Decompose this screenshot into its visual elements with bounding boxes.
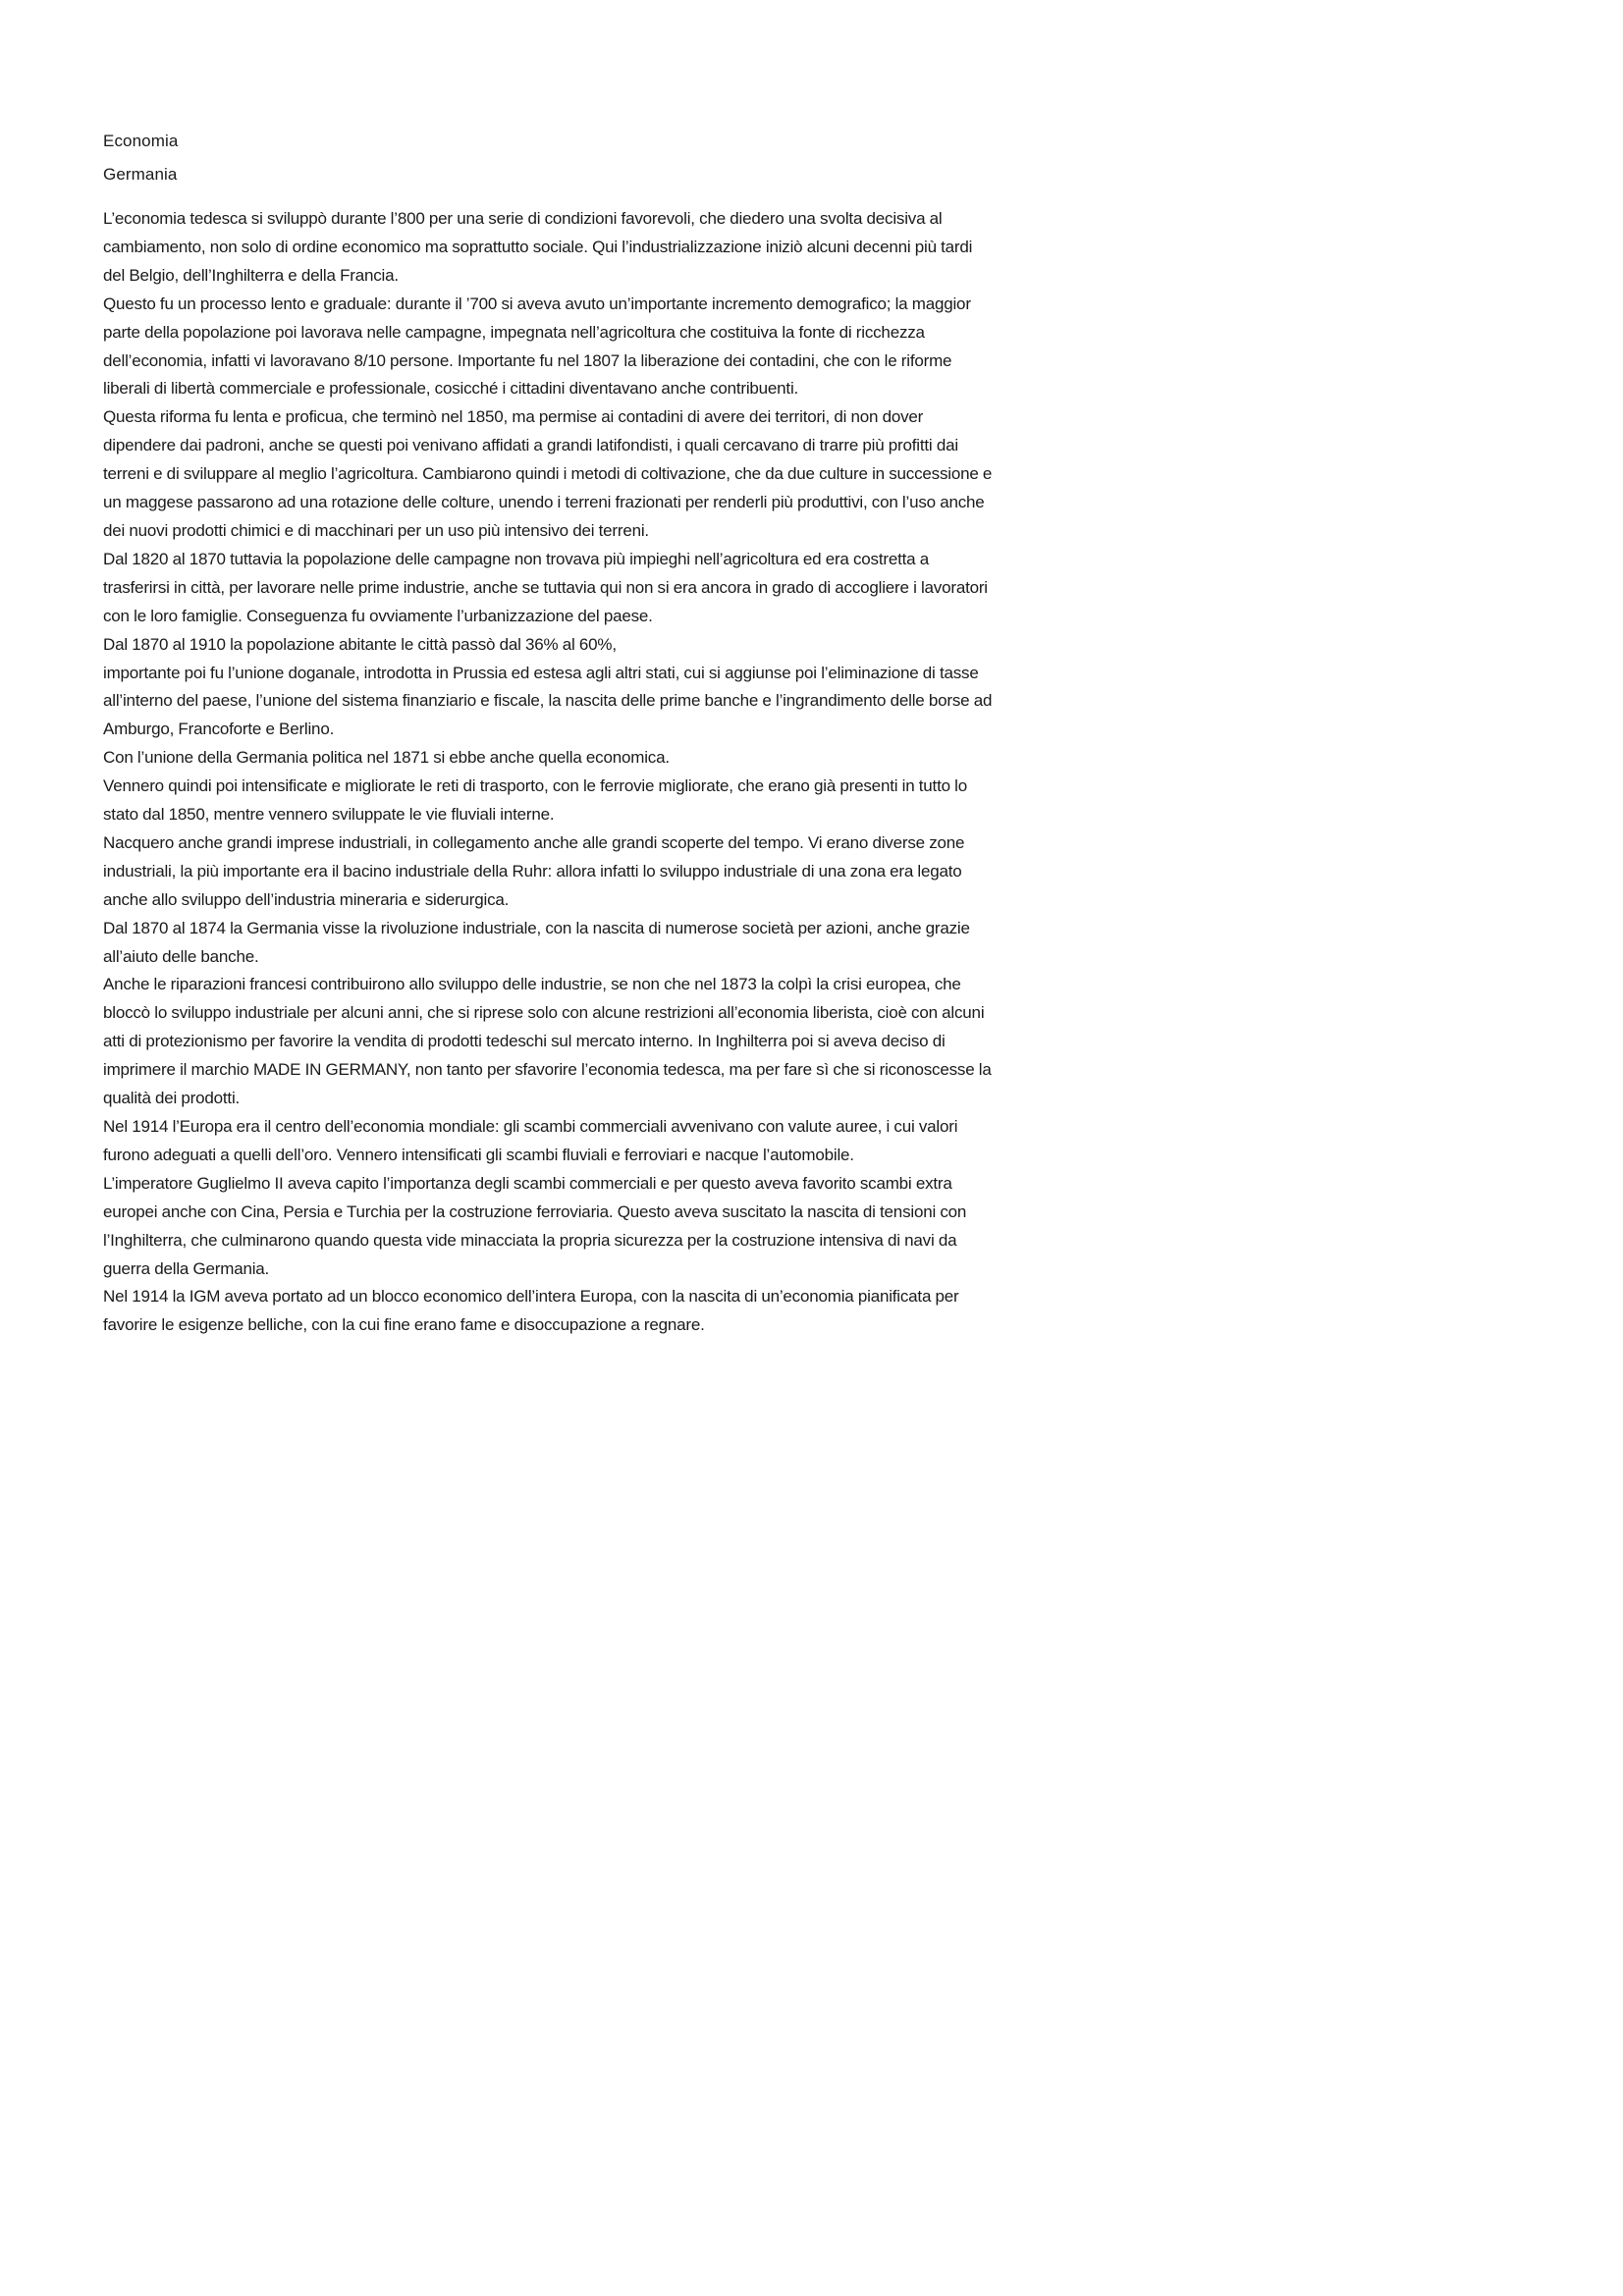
paragraph-popolazione-citta: Dal 1870 al 1910 la popolazione abitante le città passò dal 36% al 60%, [103, 634, 617, 654]
paragraph-unione-doganale: importante poi fu l’unione doganale, introdotta in Prussia ed estesa agli altri stati, cui si aggiunse poi l’eliminazione di tasse all’interno del paese, l’unione del sistema finanziario e fiscale, la nascita delle prime banche e l’ingrandimento delle borse ad Amburgo, Francoforte e Berlino. [103, 663, 993, 739]
paragraph-urbanizzazione: Dal 1820 al 1870 tuttavia la popolazione delle campagne non trovava più impieghi nell’agricoltura ed era costretta a trasferirsi in città, per lavorare nelle prime industrie, anche se tuttavia qui non si era ancora in grado di accogliere i lavoratori con le loro famiglie. Conseguenza fu ovviamente l’urbanizzazione del paese. [103, 549, 988, 625]
paragraph-trasporti: Vennero quindi poi intensificate e migliorate le reti di trasporto, con le ferrovie migliorate, che erano già presenti in tutto lo stato dal 1850, mentre vennero sviluppate le vie fluviali interne. [103, 776, 968, 825]
paragraph-crisi: Anche le riparazioni francesi contribuirono allo sviluppo delle industrie, se non che nel 1873 la colpì la crisi europea, che bloccò lo sviluppo industriale per alcuni anni, che si riprese solo con alcune restrizioni all’economia liberista, cioè con alcuni atti di protezionismo per favorire la vendita di prodotti tedeschi sul mercato interno. In Inghilterra poi si aveva deciso di imprimere il marchio MADE IN GERMANY, non tanto per sfavorire l’economia tedesca, ma per fare sì che si riconoscesse la qualità dei prodotti. [103, 975, 992, 1108]
paragraph-demografia: Questo fu un processo lento e graduale: durante il ’700 si aveva avuto un’importante incremento demografico; la maggior parte della popolazione poi lavorava nelle campagne, impegnata nell’agricoltura che costituiva la fonte di ricchezza dell’economia, infatti vi lavoravano 8/10 persone. Importante fu nel 1807 la liberazione dei contadini, che con le riforme liberali di libertà commerciale e professionale, cosicché i cittadini diventavano anche contribuenti. [103, 294, 971, 399]
paragraph-europa-1914: Nel 1914 l’Europa era il centro dell’economia mondiale: gli scambi commerciali avvenivano con valute auree, i cui valori furono adeguati a quelli dell’oro. Vennero intensificati gli scambi fluviali e ferroviari e nacque l’automobile. [103, 1117, 958, 1164]
paragraph-riforma: Questa riforma fu lenta e proficua, che terminò nel 1850, ma permise ai contadini di avere dei territori, di non dover dipendere dai padroni, anche se questi poi venivano affidati a grandi latifondisti, i quali cercavano di trarre più profitti dai terreni e di sviluppare al meglio l’agricoltura. Cambiarono quindi i metodi di coltivazione, che da due culture in successione e un maggese passarono ad una rotazione delle colture, unendo i terreni frazionati per renderli più produttivi, con l’uso anche dei nuovi prodotti chimici e di macchinari per un uso più intensivo dei terreni. [103, 407, 993, 540]
paragraph-unione-politica: Con l’unione della Germania politica nel 1871 si ebbe anche quella economica. [103, 748, 670, 768]
paragraph-rivoluzione: Dal 1870 al 1874 la Germania visse la rivoluzione industriale, con la nascita di numerose società per azioni, anche grazie all’aiuto delle banche. [103, 918, 970, 966]
paragraph-intro: L’economia tedesca si sviluppò durante l’800 per una serie di condizioni favorevoli, che diedero una svolta decisiva al cambiamento, non solo di ordine economico ma soprattutto sociale. Qui l’industrializzazione iniziò alcuni decenni più tardi del Belgio, dell’Inghilterra e della Francia. [103, 209, 973, 285]
paragraph-igm: Nel 1914 la IGM aveva portato ad un blocco economico dell’intera Europa, con la nascita di un’economia pianificata per favorire le esigenze belliche, con la cui fine erano fame e disoccupazione a regnare. [103, 1287, 959, 1335]
document-subtitle: Germania [103, 165, 178, 184]
paragraph-imprese: Nacquero anche grandi imprese industriali, in collegamento anche alle grandi scoperte del tempo. Vi erano diverse zone industriali, la più importante era il bacino industriale della Ruhr: allora infatti lo sviluppo industriale di una zona era legato anche allo sviluppo dell’industria mineraria e siderurgica. [103, 832, 965, 909]
document-page [103, 125, 997, 1340]
document-title: Economia [103, 132, 179, 150]
paragraph-guglielmo: L’imperatore Guglielmo II aveva capito l’importanza degli scambi commerciali e per questo aveva favorito scambi extra europei anche con Cina, Persia e Turchia per la costruzione ferroviaria. Questo aveva suscitato la nascita di tensioni con l’Inghilterra, che culminarono quando questa vide minacciata la propria sicurezza per la costruzione intensiva di navi da guerra della Germania. [103, 1173, 967, 1278]
